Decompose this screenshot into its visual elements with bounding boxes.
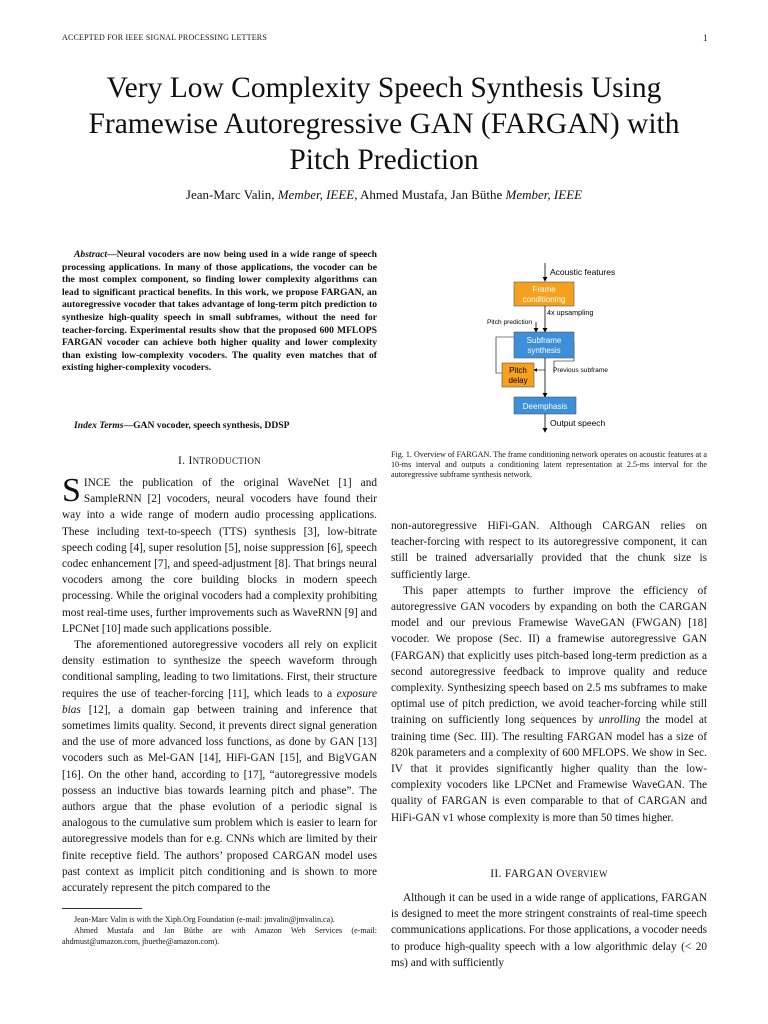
footnote-rule xyxy=(62,908,142,909)
figure-caption: Fig. 1. Overview of FARGAN. The frame conditioning network operates on acoustic features at a 10-ms interval and outputs a conditioning latent representation at 2.5-ms interval for the autoregressive subframe synthesis network. xyxy=(391,450,707,480)
pitch-label: Pitch xyxy=(509,366,527,375)
acoustic-features-label: Acoustic features xyxy=(550,267,616,277)
abstract-label: Abstract xyxy=(74,249,108,260)
intro-p1-text: INCE the publication of the original WaveNet [1] and SampleRNN [2] vocoders, neural vocoders have found their way into a wide range of modern audio processing applications. These including text-to-speech (TTS) synthesis [3], low-bitrate speech coding [4], super resolution [5], noise suppression [6], speech codec enhancement [7], and speed-adjustment [8]. That brings neural vocoders among the core building blocks in modern speech processing. While the original vocoders had a complexity prohibiting most real-time uses, further improvements such as WaveRNN [9] and LPCNet [10] made such applications possible. xyxy=(62,477,377,635)
intro-p2-text-a: The aforementioned autoregressive vocoders all rely on explicit density estimation to synthesize the speech waveform through conditional sampling, leading to two limitations. First, their structure requires the use of teacher-forcing [11], which leads to a xyxy=(62,639,377,700)
index-terms xyxy=(62,420,377,431)
author-3-membership: Member, IEEE xyxy=(505,187,583,202)
right-paragraph-1: non-autoregressive HiFi-GAN. Although CARGAN relies on teacher-forcing with respect to its autoregressive component, it can still be trained adversarially provided that the chunk size is sufficiently large. xyxy=(391,520,707,581)
synthesis-label: synthesis xyxy=(527,346,561,355)
right-p2-emphasis: unrolling xyxy=(598,714,641,727)
section-title-rest: NTRODUCTION xyxy=(192,456,261,466)
drop-cap: S xyxy=(62,472,81,509)
paper-title xyxy=(40,70,728,178)
right-p2-text-b: the model at training time (Sec. III). The resulting FARGAN model has a size of 820k parameters and a complexity of 600 MFLOPS. We show in Sec. IV that it provides significantly higher quality than the low-complexity vocoders like LPCNet and Framewise WaveGAN. The quality of FARGAN is even comparable to that of CARGAN and HiFi-GAN v1 whose complexity is more than 50 times higher. xyxy=(391,714,707,824)
title-line-3: Pitch Prediction xyxy=(289,144,479,176)
index-terms-text: —GAN vocoder, speech synthesis, DDSP xyxy=(123,420,290,431)
output-speech-label: Output speech xyxy=(550,418,606,428)
section-heading-overview xyxy=(391,868,707,880)
conditioning-label: conditioning xyxy=(522,295,566,304)
footnotes xyxy=(62,915,377,948)
author-2-3: , Ahmed Mustafa, Jan Büthe xyxy=(354,187,506,202)
previous-subframe-label: Previous subframe xyxy=(553,367,608,374)
title-line-1: Very Low Complexity Speech Synthesis Using xyxy=(106,72,662,104)
upsampling-label: 4x upsampling xyxy=(547,308,594,317)
intro-paragraph-1 xyxy=(62,472,377,637)
figure-fargan-overview xyxy=(470,260,650,435)
section-number: I. xyxy=(178,455,189,467)
section-2-title-b: VERVIEW xyxy=(564,869,608,879)
section-2-number: II. xyxy=(490,868,505,880)
frame-label: Frame xyxy=(532,285,556,294)
right-column-text xyxy=(391,518,707,826)
delay-label: delay xyxy=(508,376,528,385)
author-list xyxy=(40,187,728,203)
running-head: ACCEPTED FOR IEEE SIGNAL PROCESSING LETTERS xyxy=(62,33,267,42)
abstract-text: —Neural vocoders are now being used in a wide range of speech processing applications. In many of those applications, the vocoder can be the most complex component, so finding lower complexity algorithms can lead to significant practical benefits. In this work, we propose FARGAN, an autoregressive vocoder that takes advantage of long-term pitch prediction to synthesize high-quality speech in small subframes, without the need for teacher-forcing. Experimental results show that the proposed 600 MFLOPS FARGAN vocoder can achieve both higher quality and lower complexity than existing low-complexity vocoders. The quality even matches that of existing higher-complexity vocoders. xyxy=(62,249,377,374)
introduction-text xyxy=(62,472,377,896)
subframe-label: Subframe xyxy=(526,336,562,345)
page-number: 1 xyxy=(703,33,708,43)
intro-paragraph-2 xyxy=(62,637,377,896)
intro-p2-emphasis: exposure bias xyxy=(62,687,377,716)
section-2-title-a: FARGAN O xyxy=(504,868,565,880)
deemphasis-label: Deemphasis xyxy=(522,402,568,411)
footnote-1: Jean-Marc Valin is with the Xiph.Org Foundation (e-mail: jmvalin@jmvalin.ca). xyxy=(74,915,335,924)
author-1-membership: Member, IEEE xyxy=(277,187,355,202)
overview-text xyxy=(391,890,707,971)
right-paragraph-2 xyxy=(391,583,707,826)
index-terms-label: Index Terms xyxy=(74,420,124,431)
section-title-first: I xyxy=(188,455,193,467)
abstract xyxy=(62,249,377,375)
right-p2-text-a: This paper attempts to further improve the efficiency of autoregressive GAN vocoders by expanding on both the CARGAN model and our previous Framewise WaveGAN (FWGAN) [18] vocoder. We propose (Sec. II) a framewise autoregressive GAN (FARGAN) that explicitly uses pitch-based long-term prediction as a second autoregressive feedback to improve quality and reduce complexity. Synthesizing speech based on 2.5 ms subframes to make optimal use of pitch prediction, we avoid teacher-forcing while still training on sufficiently long sequences by xyxy=(391,584,707,727)
overview-paragraph-1: Although it can be used in a wide range of applications, FARGAN is designed to meet the more stringent constraints of real-time speech communications applications. For those applications, a vocoder needs to produce high-quality speech with a low algorithmic delay (< 20 ms) and with sufficiently xyxy=(391,892,707,969)
title-line-2: Framewise Autoregressive GAN (FARGAN) with xyxy=(88,108,680,140)
author-1: Jean-Marc Valin, xyxy=(185,187,278,202)
pitch-prediction-label: Pitch prediction xyxy=(487,319,533,326)
intro-p2-text-b: [12], a domain gap between training and inference that sometimes limits quality. Second, it prevents direct signal generation and the use of more advanced loss functions, as done by GAN [13] vocoders such as Mel-GAN [14], HiFi-GAN [15], and BigVGAN [16]. On the other hand, according to [17], “autoregressive models possess an inductive bias towards learning pitch and phase”. The authors argue that the phase evolution of a periodic signal is analogous to the cumulative sum problem which is easier to learn for autoregressive models than for e.g. CNNs which are limited by their finite receptive field. The authors’ proposed CARGAN model uses past context as implicit pitch conditioning and is shown to more accurately represent the pitch compared to the xyxy=(62,703,377,895)
section-heading-introduction xyxy=(62,455,377,467)
footnote-2: Ahmed Mustafa and Jan Büthe are with Amazon Web Services (e-mail: ahdmust@amazon.com, jbuethe@amazon.com). xyxy=(62,926,377,946)
